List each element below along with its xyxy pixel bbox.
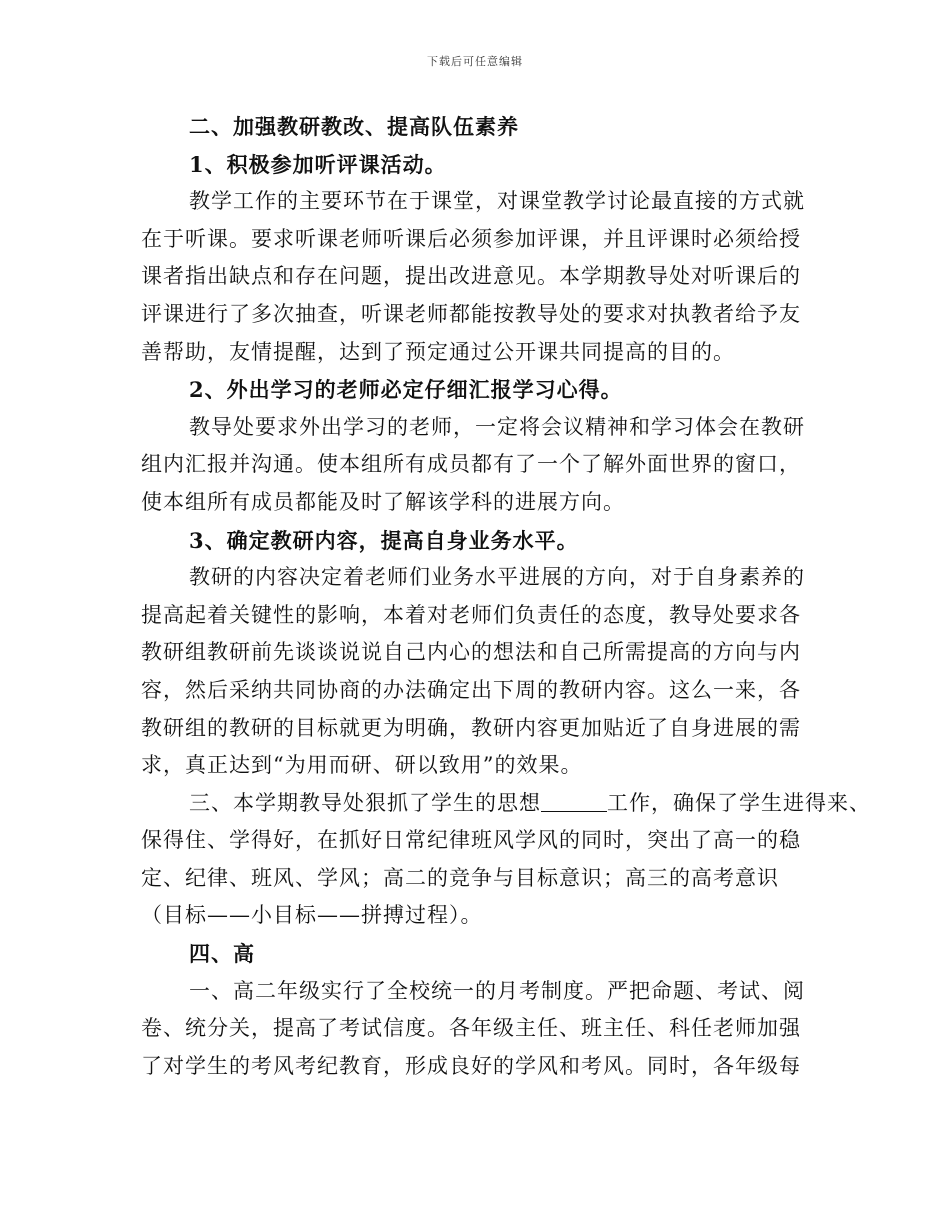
paragraph-line: （目标——小目标——拼搏过程）。	[141, 903, 483, 928]
paragraph-line: 求，真正达到“为用而研、研以致用”的效果。	[141, 753, 583, 778]
paragraph-line: 教导处要求外出学习的老师，一定将会议精神和学习体会在教研	[189, 414, 805, 439]
paragraph-line: 教学工作的主要环节在于课堂，对课堂教学讨论最直接的方式就	[189, 189, 805, 214]
subsection-heading: 1、积极参加听评课活动。	[189, 151, 447, 177]
line-text-after-blank: 工作，确保了学生进得来、	[607, 790, 871, 815]
paragraph-line: 教研组的教研的目标就更为明确，教研内容更加贴近了自身进展的需	[141, 715, 801, 740]
paragraph-line: 卷、统分关，提高了考试信度。各年级主任、班主任、科任老师加强	[141, 1016, 801, 1041]
subsection-heading: 3、确定教研内容，提高自身业务水平。	[189, 527, 579, 553]
paragraph-line: 一、高二年级实行了全校统一的月考制度。严把命题、考试、阅	[189, 978, 805, 1003]
fill-in-blank	[541, 789, 607, 812]
paragraph-line-with-blank	[141, 785, 871, 823]
paragraph-line: 保得住、学得好，在抓好日常纪律班风学风的同时，突出了高一的稳	[141, 828, 801, 853]
paragraph-line: 使本组所有成员都能及时了解该学科的进展方向。	[141, 489, 625, 514]
paragraph-line: 善帮助，友情提醒，达到了预定通过公开课共同提高的目的。	[141, 339, 735, 364]
paragraph-line: 课者指出缺点和存在问题，提出改进意见。本学期教导处对听课后的	[141, 264, 801, 289]
paragraph-line: 了对学生的考风考纪教育，形成良好的学风和考风。同时，各年级每	[141, 1053, 801, 1078]
paragraph-line: 组内汇报并沟通。使本组所有成员都有了一个了解外面世界的窗口，	[141, 452, 801, 477]
section-heading: 四、高	[189, 941, 255, 967]
paragraph-line: 在于听课。要求听课老师听课后必须参加评课，并且评课时必须给授	[141, 226, 801, 251]
subsection-heading: 2、外出学习的老师必定仔细汇报学习心得。	[189, 377, 623, 403]
paragraph-line: 定、纪律、班风、学风；高二的竞争与目标意识；高三的高考意识	[141, 865, 779, 890]
paragraph-line: 容，然后采纳共同协商的办法确定出下周的教研内容。这么一来，各	[141, 677, 801, 702]
section-heading: 二、加强教研教改、提高队伍素养	[189, 114, 519, 139]
line-text-before-blank: 三、本学期教导处狠抓了学生的思想	[189, 790, 541, 815]
paragraph-line: 教研组教研前先谈谈说说自己内心的想法和自己所需提高的方向与内	[141, 640, 801, 665]
document-body	[141, 108, 871, 1085]
paragraph-line: 教研的内容决定着老师们业务水平进展的方向，对于自身素养的	[189, 565, 805, 590]
page-header-note: 下载后可任意编辑	[427, 55, 523, 68]
paragraph-line: 评课进行了多次抽查，听课老师都能按教导处的要求对执教者给予友	[141, 301, 801, 326]
paragraph-line: 提高起着关键性的影响，本着对老师们负责任的态度，教导处要求各	[141, 602, 801, 627]
